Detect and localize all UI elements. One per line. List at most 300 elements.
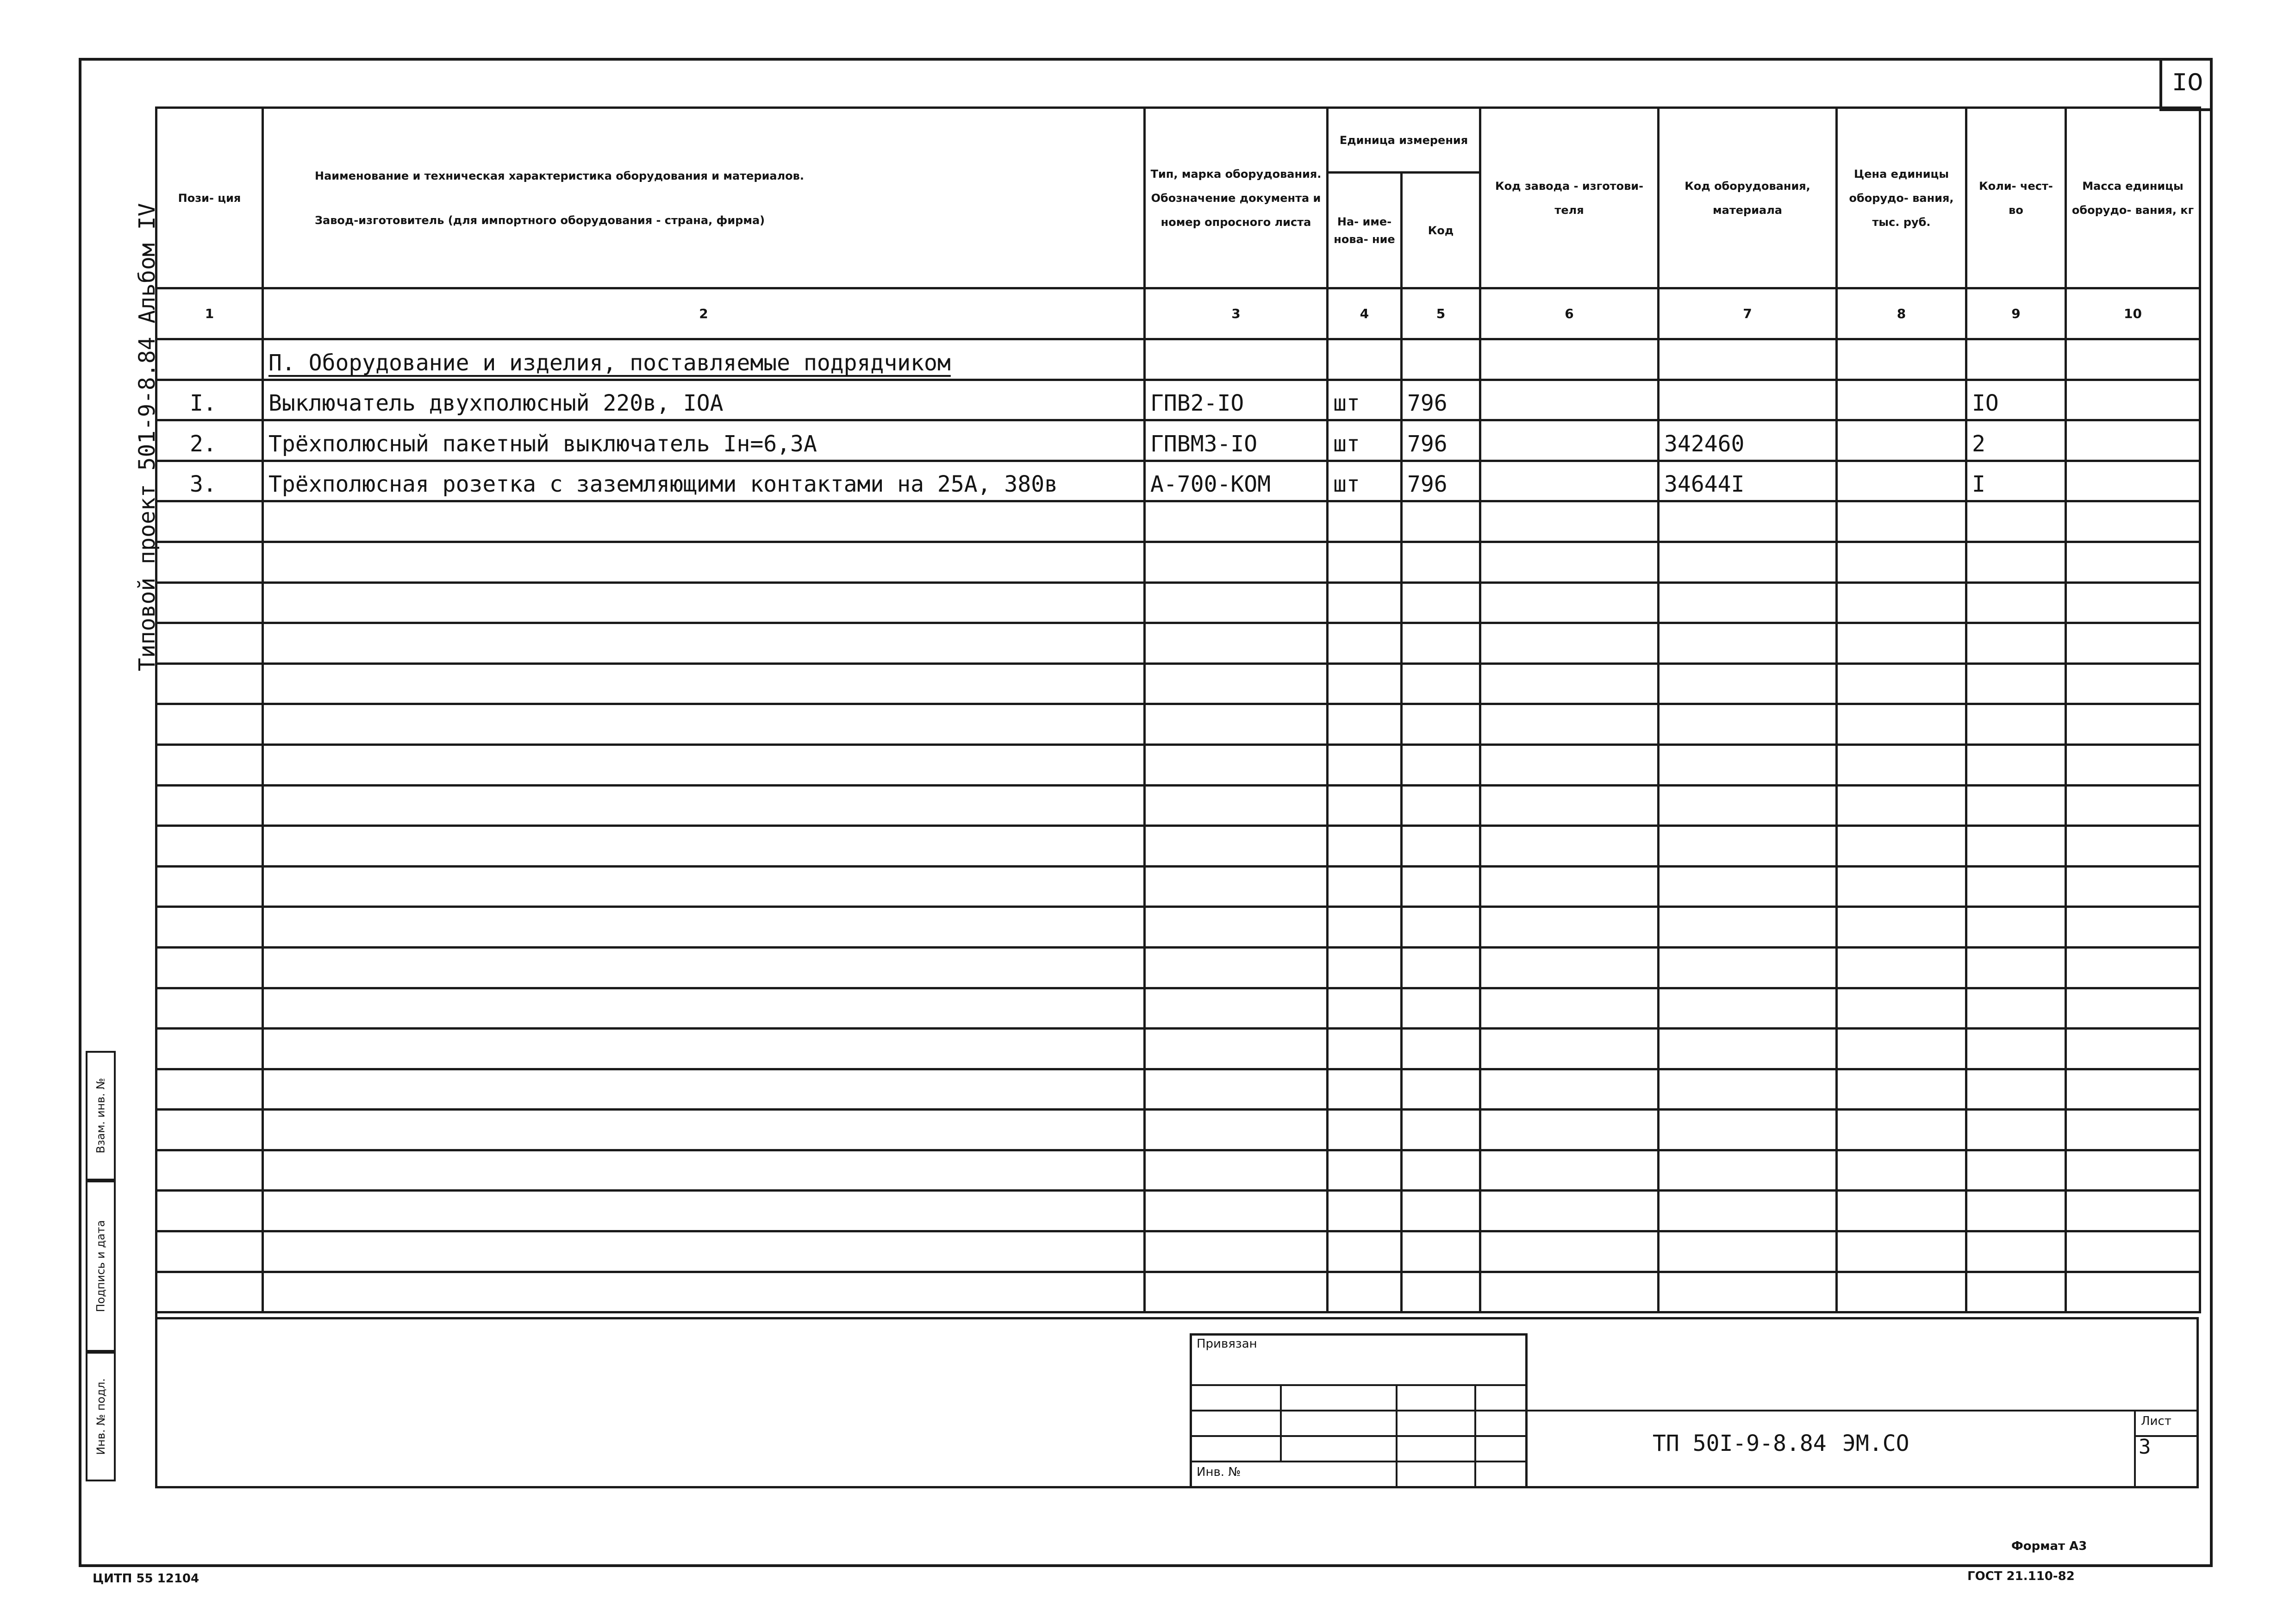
empty-cell <box>1659 1191 1837 1231</box>
empty-cell <box>2066 988 2200 1029</box>
empty-cell <box>156 1191 263 1231</box>
blank-row <box>156 1272 2200 1312</box>
empty-cell <box>1402 1110 1480 1150</box>
empty-cell <box>1328 988 1402 1029</box>
empty-cell <box>263 907 1145 948</box>
section-row <box>156 339 2200 380</box>
empty-cell <box>263 663 1145 704</box>
empty-cell <box>1966 1191 2066 1231</box>
blank-row <box>156 1110 2200 1150</box>
empty-cell <box>1328 704 1402 745</box>
empty-cell <box>1328 1191 1402 1231</box>
empty-cell <box>263 1150 1145 1191</box>
empty-cell <box>1966 542 2066 582</box>
row-name: Трёхполюсный пакетный выключатель Iн=6,3A <box>263 420 1145 461</box>
empty-cell <box>1837 866 1966 907</box>
empty-cell <box>1966 339 2066 380</box>
empty-cell <box>263 1029 1145 1069</box>
empty-cell <box>1480 785 1659 826</box>
empty-cell <box>1659 582 1837 623</box>
empty-cell <box>263 1110 1145 1150</box>
empty-cell <box>1145 1272 1328 1312</box>
empty-cell <box>1966 663 2066 704</box>
empty-cell <box>1659 866 1837 907</box>
empty-cell <box>1966 744 2066 785</box>
empty-cell <box>156 947 263 988</box>
document-suffix: ЭМ.СО <box>1842 1430 1909 1456</box>
empty-cell <box>1480 1150 1659 1191</box>
empty-cell <box>263 704 1145 745</box>
empty-cell <box>263 988 1145 1029</box>
empty-cell <box>1659 1150 1837 1191</box>
empty-cell <box>1402 785 1480 826</box>
empty-cell <box>1837 826 1966 867</box>
row-factory-code <box>1480 380 1659 420</box>
col-num: 3 <box>1145 288 1328 339</box>
empty-cell <box>1402 339 1480 380</box>
binding-line <box>1190 1461 1528 1462</box>
empty-cell <box>263 1231 1145 1272</box>
side-label: Типовой проект 501-9-8.84 Альбом IV <box>134 203 160 671</box>
empty-cell <box>156 542 263 582</box>
col-num: 8 <box>1837 288 1966 339</box>
empty-cell <box>156 744 263 785</box>
empty-cell <box>1402 1191 1480 1231</box>
empty-cell <box>1837 1191 1966 1231</box>
empty-cell <box>1145 826 1328 867</box>
empty-cell <box>2066 623 2200 664</box>
title-block-bottom-line <box>155 1486 2199 1488</box>
data-rows <box>156 380 2200 501</box>
empty-cell <box>1328 907 1402 948</box>
empty-cell <box>1659 542 1837 582</box>
sheet-number: 3 <box>2139 1435 2151 1459</box>
title-block-top-line <box>155 1317 2199 1319</box>
col-num: 9 <box>1966 288 2066 339</box>
row-type: ГПВМ3-IO <box>1145 420 1328 461</box>
empty-cell <box>2066 744 2200 785</box>
col-num: 2 <box>263 288 1145 339</box>
empty-cell <box>156 663 263 704</box>
empty-cell <box>1659 1029 1837 1069</box>
empty-cell <box>1966 1029 2066 1069</box>
empty-cell <box>156 1150 263 1191</box>
row-mass <box>2066 461 2200 501</box>
table-row <box>156 420 2200 461</box>
empty-cell <box>1480 907 1659 948</box>
blank-row <box>156 663 2200 704</box>
empty-cell <box>1837 1069 1966 1110</box>
header-unit-name: На- име- нова- ние <box>1328 173 1402 288</box>
empty-cell <box>1966 582 2066 623</box>
empty-cell <box>1145 663 1328 704</box>
blank-row <box>156 826 2200 867</box>
empty-cell <box>1480 1110 1659 1150</box>
empty-cell <box>263 1191 1145 1231</box>
binding-vline <box>1396 1384 1398 1488</box>
empty-cell <box>263 501 1145 542</box>
empty-cell <box>1402 1069 1480 1110</box>
empty-cell <box>1966 947 2066 988</box>
left-stamp <box>86 1051 157 1481</box>
empty-cell <box>1145 623 1328 664</box>
empty-cell <box>2066 785 2200 826</box>
row-unit: шт <box>1328 380 1402 420</box>
empty-cell <box>2066 947 2200 988</box>
empty-cell <box>1966 623 2066 664</box>
empty-cell <box>1402 1272 1480 1312</box>
empty-cell <box>1402 988 1480 1029</box>
header-position: Пози- ция <box>156 108 263 288</box>
empty-cell <box>1480 1191 1659 1231</box>
header-equipment-code: Код оборудования, материала <box>1659 108 1837 288</box>
empty-cell <box>2066 1110 2200 1150</box>
empty-cell <box>1837 988 1966 1029</box>
row-name: Выключатель двухполюсный 220в, IOA <box>263 380 1145 420</box>
empty-cell <box>156 339 263 380</box>
empty-cell <box>1402 1150 1480 1191</box>
stamp-cell-orig <box>86 1352 116 1481</box>
binding-line <box>1190 1435 1528 1437</box>
empty-cell <box>263 582 1145 623</box>
row-unit-code: 796 <box>1402 380 1480 420</box>
row-unit-code: 796 <box>1402 461 1480 501</box>
row-position: 2. <box>156 420 263 461</box>
header-row <box>156 108 2200 173</box>
empty-cell <box>1966 907 2066 948</box>
empty-cell <box>1328 542 1402 582</box>
empty-cell <box>2066 542 2200 582</box>
empty-cell <box>1145 542 1328 582</box>
empty-cell <box>1659 339 1837 380</box>
stamp-cell-inv <box>86 1051 116 1181</box>
empty-cell <box>1480 866 1659 907</box>
empty-cell <box>1837 501 1966 542</box>
header-unit: Единица измерения <box>1328 108 1480 173</box>
empty-cell <box>1966 1110 2066 1150</box>
empty-cell <box>1837 907 1966 948</box>
empty-cell <box>1837 1231 1966 1272</box>
empty-cell <box>2066 582 2200 623</box>
empty-cell <box>1966 1150 2066 1191</box>
empty-cell <box>1402 947 1480 988</box>
empty-cell <box>2066 826 2200 867</box>
col-num: 10 <box>2066 288 2200 339</box>
sheet-cell-line <box>2134 1410 2136 1488</box>
empty-cell <box>1328 582 1402 623</box>
section-title <box>263 339 1145 380</box>
empty-cell <box>263 866 1145 907</box>
empty-cell <box>2066 1191 2200 1231</box>
empty-cell <box>1966 1231 2066 1272</box>
empty-cell <box>1402 663 1480 704</box>
blank-row <box>156 501 2200 542</box>
empty-cell <box>1966 1069 2066 1110</box>
empty-cell <box>1659 1110 1837 1150</box>
empty-cell <box>1659 1272 1837 1312</box>
empty-cell <box>1837 947 1966 988</box>
empty-cell <box>156 866 263 907</box>
empty-cell <box>1145 582 1328 623</box>
row-quantity: 2 <box>1966 420 2066 461</box>
empty-cell <box>1145 1231 1328 1272</box>
empty-cell <box>1659 988 1837 1029</box>
stamp-label: Взам. инв. № <box>94 1078 107 1154</box>
blank-row <box>156 1069 2200 1110</box>
empty-cell <box>1402 1231 1480 1272</box>
empty-cell <box>1837 623 1966 664</box>
empty-cell <box>1480 623 1659 664</box>
privyazan-label: Привязан <box>1197 1337 1257 1351</box>
empty-cell <box>1966 704 2066 745</box>
empty-cell <box>2066 866 2200 907</box>
empty-cell <box>1659 663 1837 704</box>
empty-cell <box>263 1069 1145 1110</box>
empty-cell <box>1480 339 1659 380</box>
empty-cell <box>1328 826 1402 867</box>
document-code: ТП 50I-9-8.84 <box>1653 1430 1827 1456</box>
empty-cell <box>1145 501 1328 542</box>
empty-cell <box>1480 826 1659 867</box>
header-price: Цена единицы оборудо- вания, тыс. руб. <box>1837 108 1966 288</box>
empty-cell <box>263 744 1145 785</box>
row-unit: шт <box>1328 461 1402 501</box>
empty-cell <box>1402 866 1480 907</box>
row-price <box>1837 420 1966 461</box>
empty-cell <box>1145 947 1328 988</box>
empty-cell <box>1328 339 1402 380</box>
blank-rows <box>156 501 2200 1312</box>
binding-vline <box>1474 1384 1476 1488</box>
empty-cell <box>1328 1272 1402 1312</box>
empty-cell <box>1659 826 1837 867</box>
row-position: I. <box>156 380 263 420</box>
empty-cell <box>2066 704 2200 745</box>
empty-cell <box>1145 866 1328 907</box>
table-row <box>156 461 2200 501</box>
empty-cell <box>1480 663 1659 704</box>
header-mass: Масса единицы оборудо- вания, кг <box>2066 108 2200 288</box>
empty-cell <box>1480 1029 1659 1069</box>
empty-cell <box>1402 623 1480 664</box>
row-type: ГПВ2-IO <box>1145 380 1328 420</box>
blank-row <box>156 704 2200 745</box>
empty-cell <box>156 1029 263 1069</box>
title-block-left-line <box>155 1317 157 1488</box>
empty-cell <box>1328 744 1402 785</box>
row-name: Трёхполюсная розетка с заземляющими контактами на 25А, 380в <box>263 461 1145 501</box>
blank-row <box>156 947 2200 988</box>
empty-cell <box>156 785 263 826</box>
header-name-line1: Наименование и техническая характеристика оборудования и материалов. <box>315 169 804 182</box>
blank-row <box>156 744 2200 785</box>
blank-row <box>156 785 2200 826</box>
empty-cell <box>1328 1231 1402 1272</box>
footer-left: ЦИТП 55 12104 <box>93 1572 200 1586</box>
empty-cell <box>1966 785 2066 826</box>
row-unit-code: 796 <box>1402 420 1480 461</box>
empty-cell <box>156 582 263 623</box>
binding-line <box>1190 1410 1528 1412</box>
empty-cell <box>263 542 1145 582</box>
empty-cell <box>2066 339 2200 380</box>
empty-cell <box>1402 907 1480 948</box>
empty-cell <box>1480 704 1659 745</box>
col-num: 5 <box>1402 288 1480 339</box>
empty-cell <box>1659 947 1837 988</box>
col-num: 1 <box>156 288 263 339</box>
row-mass <box>2066 380 2200 420</box>
row-position: 3. <box>156 461 263 501</box>
empty-cell <box>1480 947 1659 988</box>
empty-cell <box>1328 663 1402 704</box>
empty-cell <box>1966 988 2066 1029</box>
empty-cell <box>1480 1272 1659 1312</box>
empty-cell <box>1659 1069 1837 1110</box>
empty-cell <box>1659 1231 1837 1272</box>
empty-cell <box>1145 785 1328 826</box>
empty-cell <box>1480 501 1659 542</box>
empty-cell <box>1145 1029 1328 1069</box>
empty-cell <box>1402 704 1480 745</box>
row-type: А-700-КОМ <box>1145 461 1328 501</box>
empty-cell <box>1145 1069 1328 1110</box>
empty-cell <box>1402 542 1480 582</box>
empty-cell <box>1837 1029 1966 1069</box>
header-name-line2: Завод-изготовитель (для импортного оборудования - страна, фирма) <box>315 213 765 227</box>
empty-cell <box>156 1272 263 1312</box>
empty-cell <box>1659 704 1837 745</box>
empty-cell <box>156 623 263 664</box>
empty-cell <box>1659 907 1837 948</box>
empty-cell <box>1145 744 1328 785</box>
empty-cell <box>1328 1069 1402 1110</box>
row-equipment-code: 342460 <box>1659 420 1837 461</box>
blank-row <box>156 1231 2200 1272</box>
section-title-text: П. Оборудование и изделия, поставляемые подрядчиком <box>268 350 951 376</box>
empty-cell <box>1837 704 1966 745</box>
empty-cell <box>1328 1150 1402 1191</box>
empty-cell <box>1328 1110 1402 1150</box>
empty-cell <box>1145 988 1328 1029</box>
empty-cell <box>263 623 1145 664</box>
stamp-label: Инв. № подл. <box>94 1378 107 1455</box>
empty-cell <box>1837 339 1966 380</box>
row-mass <box>2066 420 2200 461</box>
doc-code-line <box>1528 1410 2199 1412</box>
empty-cell <box>1145 704 1328 745</box>
header-name <box>263 108 1145 288</box>
header-type: Тип, марка оборудования. Обозначение документа и номер опросного листа <box>1145 108 1328 288</box>
blank-row <box>156 988 2200 1029</box>
empty-cell <box>1145 1110 1328 1150</box>
empty-cell <box>1145 1191 1328 1231</box>
empty-cell <box>1402 1029 1480 1069</box>
empty-cell <box>1837 663 1966 704</box>
empty-cell <box>2066 1029 2200 1069</box>
empty-cell <box>1480 744 1659 785</box>
col-num: 6 <box>1480 288 1659 339</box>
empty-cell <box>2066 1231 2200 1272</box>
empty-cell <box>1966 866 2066 907</box>
empty-cell <box>1659 785 1837 826</box>
empty-cell <box>156 704 263 745</box>
blank-row <box>156 582 2200 623</box>
specification-table <box>155 106 2201 1313</box>
stamp-label: Подпись и дата <box>94 1220 107 1312</box>
header-unit-code: Код <box>1402 173 1480 288</box>
row-factory-code <box>1480 461 1659 501</box>
empty-cell <box>2066 1069 2200 1110</box>
empty-cell <box>1328 947 1402 988</box>
empty-cell <box>156 501 263 542</box>
empty-cell <box>2066 501 2200 542</box>
empty-cell <box>156 907 263 948</box>
blank-row <box>156 907 2200 948</box>
blank-row <box>156 623 2200 664</box>
empty-cell <box>1145 907 1328 948</box>
empty-cell <box>1328 866 1402 907</box>
sheet-number-box: IO <box>2159 58 2213 111</box>
empty-cell <box>1328 501 1402 542</box>
row-price <box>1837 380 1966 420</box>
empty-cell <box>263 1272 1145 1312</box>
footer-gost: ГОСТ 21.110-82 <box>1967 1569 2075 1583</box>
empty-cell <box>2066 1150 2200 1191</box>
column-number-row <box>156 288 2200 339</box>
empty-cell <box>1145 1150 1328 1191</box>
table-row <box>156 380 2200 420</box>
stamp-cell-sign <box>86 1181 116 1352</box>
empty-cell <box>156 1069 263 1110</box>
empty-cell <box>1402 582 1480 623</box>
empty-cell <box>1480 988 1659 1029</box>
row-quantity: I <box>1966 461 2066 501</box>
empty-cell <box>1480 582 1659 623</box>
empty-cell <box>1402 501 1480 542</box>
row-equipment-code <box>1659 380 1837 420</box>
empty-cell <box>1837 1272 1966 1312</box>
blank-row <box>156 866 2200 907</box>
empty-cell <box>1966 826 2066 867</box>
empty-cell <box>2066 907 2200 948</box>
empty-cell <box>156 1231 263 1272</box>
empty-cell <box>1328 1029 1402 1069</box>
empty-cell <box>1837 785 1966 826</box>
empty-cell <box>156 988 263 1029</box>
sheet-label: Лист <box>2141 1414 2171 1428</box>
blank-row <box>156 1029 2200 1069</box>
blank-row <box>156 542 2200 582</box>
empty-cell <box>2066 663 2200 704</box>
row-factory-code <box>1480 420 1659 461</box>
empty-cell <box>263 785 1145 826</box>
empty-cell <box>1659 744 1837 785</box>
title-block-right-line <box>2196 1317 2199 1488</box>
blank-row <box>156 1150 2200 1191</box>
inv-no-label: Инв. № <box>1197 1465 1241 1479</box>
empty-cell <box>1402 744 1480 785</box>
empty-cell <box>1837 1150 1966 1191</box>
empty-cell <box>1966 501 2066 542</box>
col-num: 7 <box>1659 288 1837 339</box>
binding-vline <box>1280 1384 1282 1461</box>
footer-format: Формат А3 <box>2011 1539 2087 1553</box>
empty-cell <box>1480 1069 1659 1110</box>
row-equipment-code: 34644I <box>1659 461 1837 501</box>
empty-cell <box>1659 501 1837 542</box>
empty-cell <box>1659 623 1837 664</box>
